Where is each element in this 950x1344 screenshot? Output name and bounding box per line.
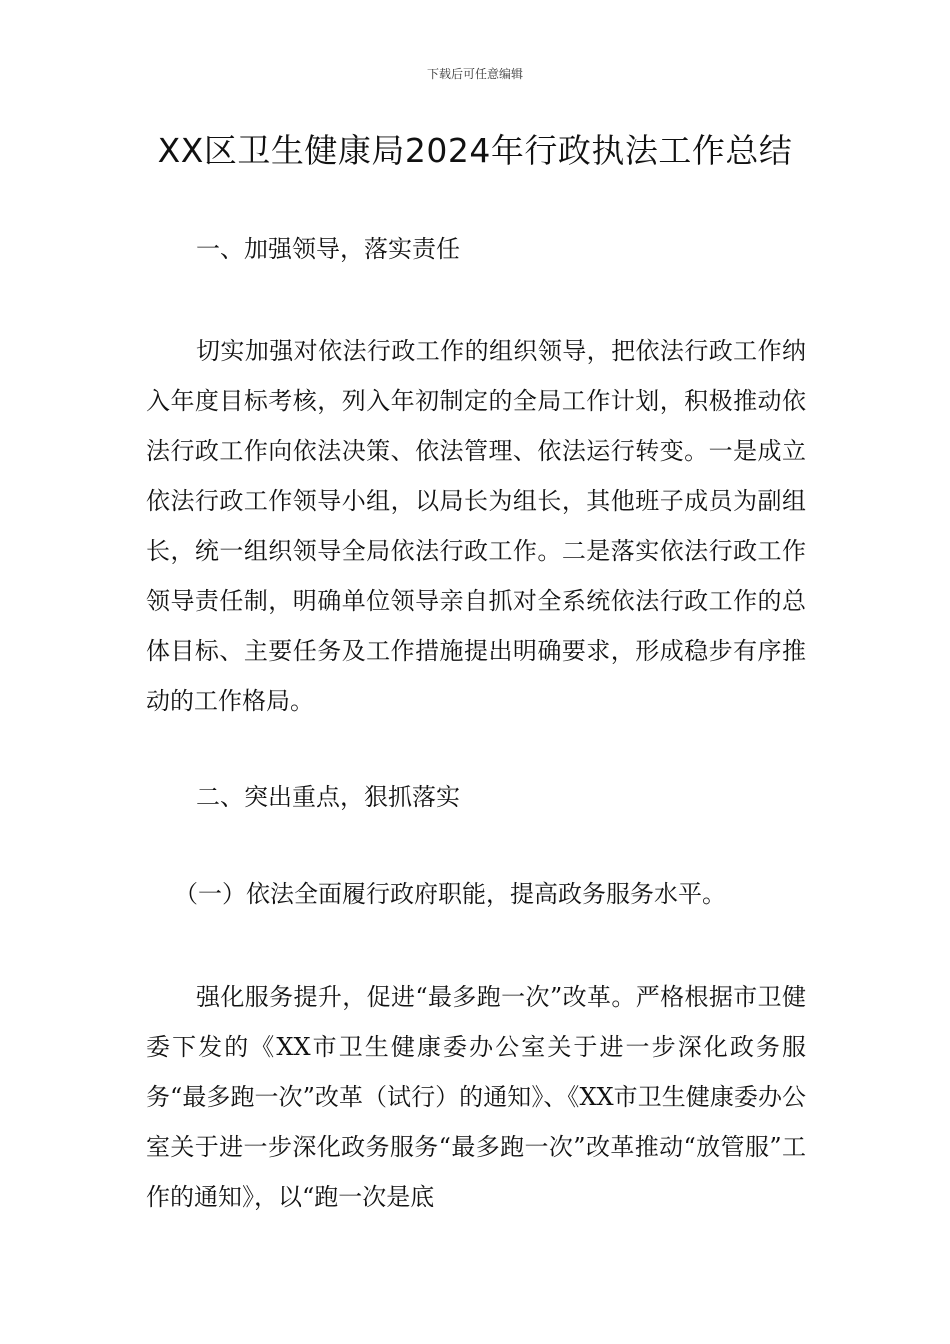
section-heading-2: 二、突出重点，狠抓落实 bbox=[196, 783, 460, 811]
header-note: 下载后可任意编辑 bbox=[426, 67, 523, 81]
section-2-paragraph: 强化服务提升，促进“最多跑一次”改革。严格根据市卫健委下发的《XX市卫生健康委办公室关于进一步深化政务服务“最多跑一次”改革（试行）的通知》、《XX市卫生健康委办公室关于进一步深化政务服务“最多跑一次”改革推动“放管服”工作的通知》，以“跑一次是底 bbox=[146, 983, 806, 1211]
document-title: XX区卫生健康局2024年行政执法工作总结 bbox=[157, 131, 793, 170]
section-heading-1: 一、加强领导，落实责任 bbox=[196, 235, 460, 263]
section-2-subheading: （一）依法全面履行政府职能，提高政务服务水平。 bbox=[174, 880, 726, 908]
section-1-paragraph: 切实加强对依法行政工作的组织领导，把依法行政工作纳入年度目标考核，列入年初制定的全局工作计划，积极推动依法行政工作向依法决策、依法管理、依法运行转变。一是成立依法行政工作领导小组，以局长为组长，其他班子成员为副组长，统一组织领导全局依法行政工作。二是落实依法行政工作领导责任制，明确单位领导亲自抓对全系统依法行政工作的总体目标、主要任务及工作措施提出明确要求，形成稳步有序推动的工作格局。 bbox=[146, 337, 806, 715]
